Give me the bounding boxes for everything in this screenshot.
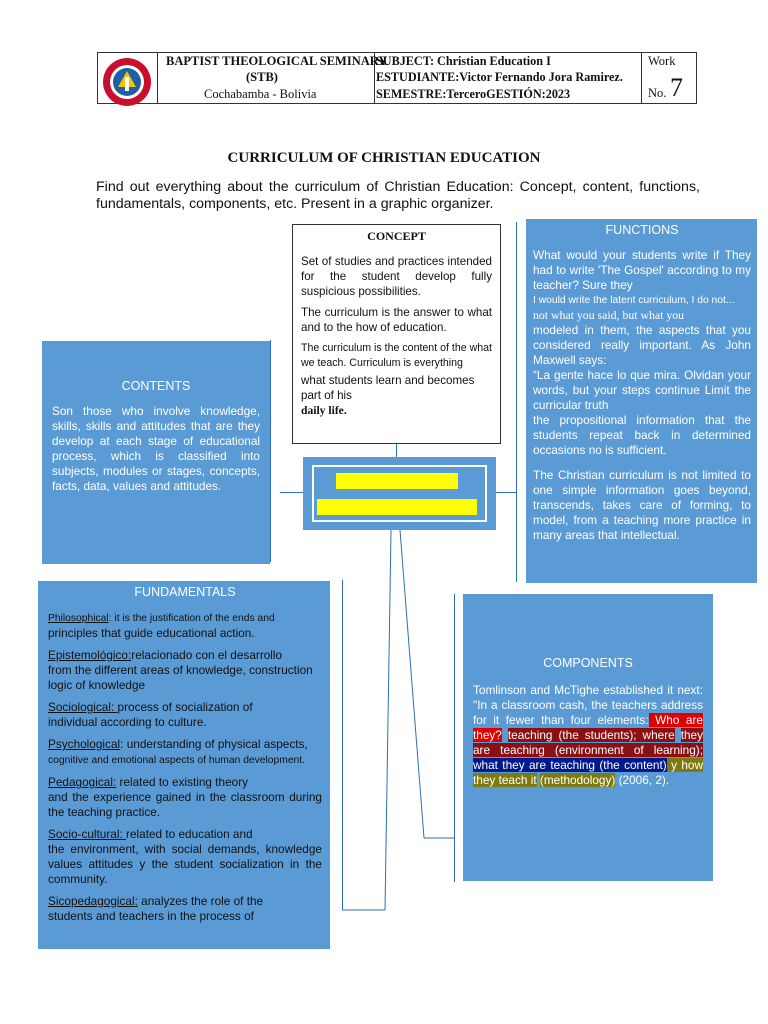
fundamental-text: the environment, with social demands, knowledge values attitudes y the student socialization in the community. xyxy=(48,842,322,886)
fundamental-text: related to existing theory xyxy=(116,775,249,789)
document-title: CURRICULUM OF CHRISTIAN EDUCATION xyxy=(227,150,541,166)
components-citation: (2006, 2). xyxy=(615,773,670,787)
fundamental-text: principles that guide educational action. xyxy=(48,626,255,640)
center-highlight xyxy=(317,499,477,515)
central-node xyxy=(303,457,496,530)
fundamental-text: students and teachers in the process of xyxy=(48,909,254,923)
work-number: 7 xyxy=(670,73,683,102)
functions-paragraph: The Christian curriculum is not limited to one simple information goes beyond, transcends, takes care of forming, to model, from a teaching more practice in many areas that intellectual. xyxy=(533,468,751,542)
functions-paragraph: not what you said, but what you xyxy=(533,308,685,322)
fundamental-text: related to education and xyxy=(126,827,253,841)
functions-paragraph: What would your students write if They had to write 'The Gospel' according to my teacher? Sure they xyxy=(533,248,751,292)
fundamental-text: individual according to culture. xyxy=(48,715,207,729)
concept-paragraph: Set of studies and practices intended for the student develop fully suspicious possibilities. xyxy=(301,255,492,298)
fundamental-item xyxy=(48,827,322,887)
concept-heading: CONCEPT xyxy=(367,229,426,243)
student-field: ESTUDIANTE:Victor Fernando Jora Ramirez. xyxy=(376,70,623,84)
instruction-text: Find out everything about the curriculum of Christian Education: Concept, content, functions, fundamentals, components, etc. Present in a graphic organizer. xyxy=(96,179,700,212)
fundamental-term: Philosophical xyxy=(48,613,109,624)
contents-box xyxy=(42,341,270,564)
fundamental-text: analyzes the role of the xyxy=(137,894,264,908)
fundamental-term: Sicopedagogical: xyxy=(48,894,138,908)
fundamental-item xyxy=(48,700,322,730)
fundamental-term: Sociological: xyxy=(48,700,118,714)
functions-paragraph: I would write the latent curriculum, I do not... xyxy=(533,295,735,306)
highlight-who: Who are they? xyxy=(473,713,703,742)
components-text xyxy=(473,683,703,788)
components-box xyxy=(463,594,713,881)
highlight-students: teaching (the students); where xyxy=(507,728,675,742)
institution-location: Cochabamba - Bolivia xyxy=(204,87,317,101)
fundamental-item xyxy=(48,775,322,820)
fundamental-term: Socio-cultural: xyxy=(48,827,127,841)
fundamentals-heading: FUNDAMENTALS xyxy=(134,585,236,599)
fundamental-term: Pedagogical: xyxy=(48,775,117,789)
fundamental-item xyxy=(48,737,322,768)
concept-paragraph: what students learn and becomes part of his xyxy=(301,374,475,402)
fundamental-item xyxy=(48,894,322,924)
semester-field: SEMESTRE:TerceroGESTIÓN:2023 xyxy=(376,87,571,101)
concept-emphasis: daily life. xyxy=(301,404,347,417)
fundamental-term: Epistemológico: xyxy=(48,648,132,662)
fundamental-text: : understanding of physical aspects, xyxy=(120,737,308,751)
contents-heading: CONTENTS xyxy=(121,379,191,393)
concept-paragraph: The curriculum is the content of the what we teach. Curriculum is everything xyxy=(301,342,492,369)
fundamentals-box xyxy=(38,581,330,949)
fundamental-item xyxy=(48,610,322,641)
fundamental-item xyxy=(48,648,322,693)
work-label: Work xyxy=(648,54,676,68)
highlight-environment: they are teaching (environment of learning); xyxy=(473,728,704,757)
highlight-how: y how they teach it xyxy=(473,758,703,787)
functions-paragraph: the propositional information that the students repeat back in determined occasions no is sufficient. xyxy=(533,413,751,457)
functions-paragraph: modeled in them, the aspects that you considered really important. As John Maxwell says: xyxy=(533,323,751,367)
components-heading: COMPONENTS xyxy=(543,656,633,670)
concept-paragraph: The curriculum is the answer to what and to the how of education. xyxy=(301,306,492,334)
components-intro: Tomlinson and McTighe established it next: "In a classroom cash, the teachers address for it fewer than four elements: xyxy=(473,683,703,727)
fundamental-text: from the different areas of knowledge, construction logic of knowledge xyxy=(48,663,313,692)
highlight-methodology: (methodology) xyxy=(539,773,616,787)
fundamental-text: relacionado con el desarrollo xyxy=(131,648,283,662)
institution-abbrev: (STB) xyxy=(246,70,278,84)
fundamental-text: process of socialization of xyxy=(117,700,253,714)
functions-quote: “La gente hace lo que mira. Olvidan your words, but your steps continue Limit the curricular truth xyxy=(533,368,751,412)
fundamental-term: Psychological xyxy=(48,737,121,751)
fundamental-text: cognitive and emotional aspects of human development. xyxy=(48,755,306,766)
institution-name: BAPTIST THEOLOGICAL SEMINARY xyxy=(166,54,388,68)
highlight-content: what they are teaching (the content) xyxy=(473,758,667,772)
subject-field: SUBJECT: Christian Education I xyxy=(376,54,551,68)
fundamental-text: and the experience gained in the classroom during the teaching practice. xyxy=(48,790,322,819)
functions-box xyxy=(526,219,757,583)
number-label: No. xyxy=(648,86,667,100)
center-highlight xyxy=(336,473,458,489)
functions-heading: FUNCTIONS xyxy=(605,223,679,237)
fundamental-text: : it is the justification of the ends and xyxy=(108,613,275,624)
concept-box xyxy=(292,224,501,444)
contents-text: Son those who involve knowledge, skills, skills and attitudes that are they develop at each stage of educational process, which is classified into subjects, modules or stages, concepts, facts, data, values and attitudes. xyxy=(52,404,260,493)
